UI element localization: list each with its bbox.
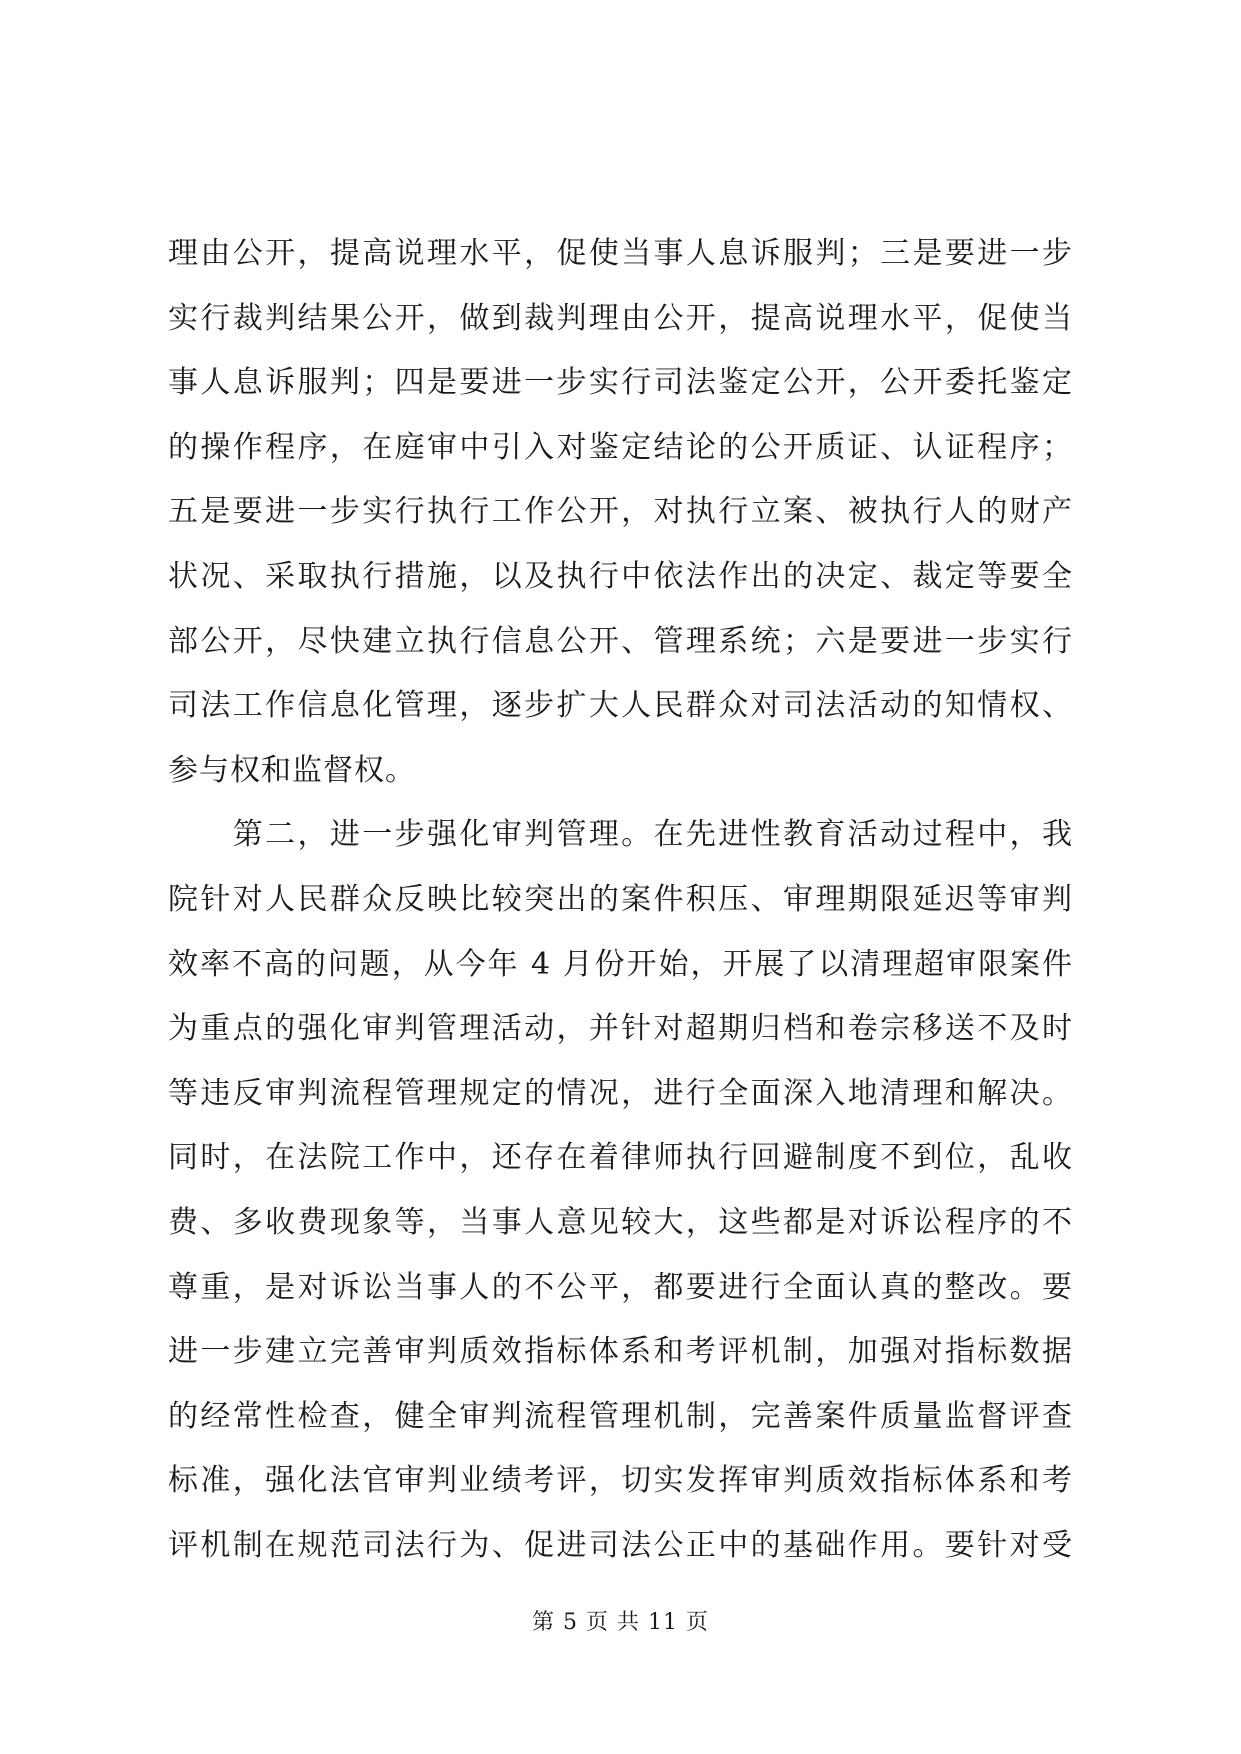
text-line: 评机制在规范司法行为、促进司法公正中的基础作用。要针对受 (168, 1527, 1073, 1563)
body-text (168, 222, 1073, 1578)
text-line: 尊重，是对诉讼当事人的不公平，都要进行全面认真的整改。要 (168, 1269, 1073, 1305)
text-line: 同时，在法院工作中，还存在着律师执行回避制度不到位，乱收 (168, 1140, 1073, 1176)
text-line: 的操作程序，在庭审中引入对鉴定结论的公开质证、认证程序； (168, 429, 1073, 465)
text-line: 理由公开，提高说理水平，促使当事人息诉服判；三是要进一步 (168, 236, 1073, 271)
text-line: 的经常性检查，健全审判流程管理机制，完善案件质量监督评查 (168, 1398, 1073, 1434)
text-line: 状况、采取执行措施，以及执行中依法作出的决定、裁定等要全 (168, 558, 1073, 594)
page-footer: 第 5 页 共 11 页 (532, 1610, 709, 1635)
text-line: 五是要进一步实行执行工作公开，对执行立案、被执行人的财产 (168, 494, 1073, 530)
text-line: 院针对人民群众反映比较突出的案件积压、审理期限延迟等审判 (168, 881, 1073, 917)
text-line: 效率不高的问题，从今年 4 月份开始，开展了以清理超审限案件 (168, 946, 1073, 982)
text-line: 参与权和监督权。 (168, 752, 416, 788)
text-line: 费、多收费现象等，当事人意见较大，这些都是对诉讼程序的不 (168, 1204, 1073, 1240)
text-line: 第二，进一步强化审判管理。在先进性教育活动过程中，我 (168, 817, 1073, 853)
text-line: 进一步建立完善审判质效指标体系和考评机制，加强对指标数据 (168, 1334, 1073, 1370)
text-line: 为重点的强化审判管理活动，并针对超期归档和卷宗移送不及时 (168, 1011, 1073, 1047)
text-line: 标准，强化法官审判业绩考评，切实发挥审判质效指标体系和考 (168, 1463, 1073, 1499)
text-line: 司法工作信息化管理，逐步扩大人民群众对司法活动的知情权、 (168, 688, 1073, 724)
text-line: 等违反审判流程管理规定的情况，进行全面深入地清理和解决。 (168, 1075, 1073, 1111)
text-line: 实行裁判结果公开，做到裁判理由公开，提高说理水平，促使当 (168, 300, 1073, 336)
text-line: 部公开，尽快建立执行信息公开、管理系统；六是要进一步实行 (168, 623, 1073, 659)
text-line: 事人息诉服判；四是要进一步实行司法鉴定公开，公开委托鉴定 (168, 365, 1073, 401)
